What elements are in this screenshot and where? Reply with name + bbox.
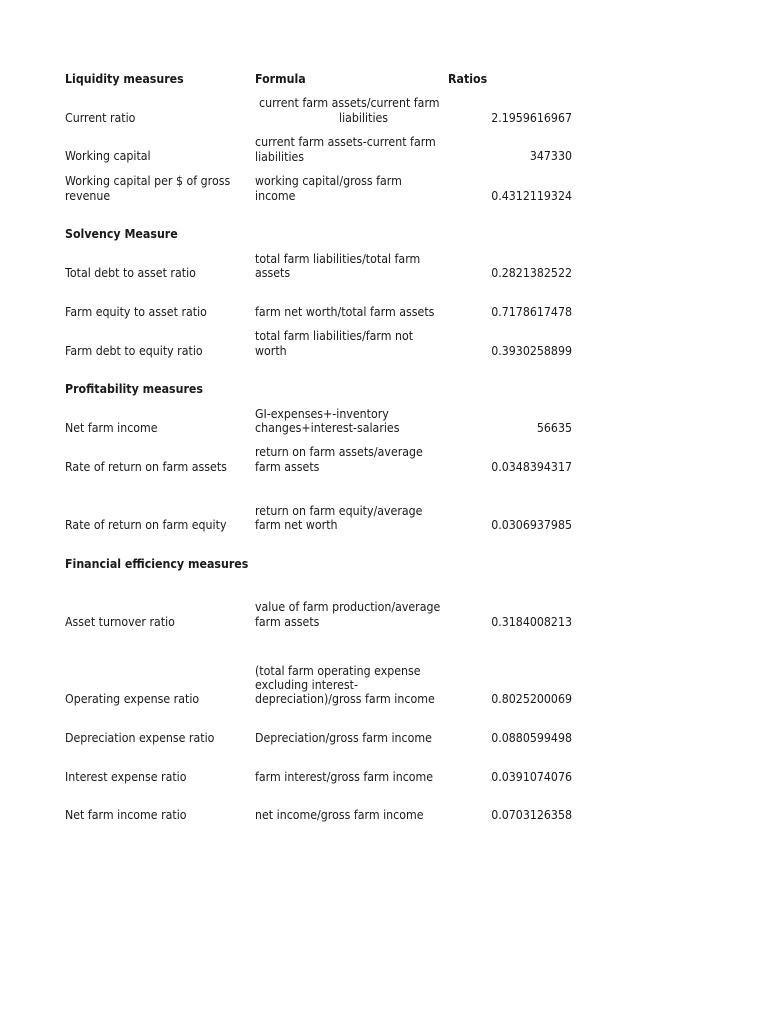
row-value-net-farm-income: 56635 <box>536 421 572 435</box>
row-value-farm-equity-to-asset: 0.7178617478 <box>491 305 572 319</box>
row-formula-farm-equity-to-asset: farm net worth/total farm assets <box>255 305 435 319</box>
row-value-current-ratio: 2.1959616967 <box>491 111 572 125</box>
section-solvency-measure: Solvency Measure <box>65 227 178 241</box>
row-formula-asset-turnover-ratio-line2: farm assets <box>255 615 320 629</box>
row-formula-current-ratio-line1: current farm assets/current farm <box>259 96 440 110</box>
header-ratios: Ratios <box>448 72 488 86</box>
row-value-rate-of-return-on-farm-assets: 0.0348394317 <box>491 460 572 474</box>
row-value-net-farm-income-ratio: 0.0703126358 <box>491 808 572 822</box>
row-label-net-farm-income: Net farm income <box>65 421 158 435</box>
row-label-net-farm-income-ratio: Net farm income ratio <box>65 808 187 822</box>
row-formula-depreciation-expense-ratio: Depreciation/gross farm income <box>255 731 432 745</box>
row-label-rate-of-return-on-farm-equity: Rate of return on farm equity <box>65 518 227 532</box>
row-value-operating-expense-ratio: 0.8025200069 <box>491 692 572 706</box>
row-label-depreciation-expense-ratio: Depreciation expense ratio <box>65 731 215 745</box>
row-formula-total-debt-to-asset-line1: total farm liabilities/total farm <box>255 252 421 266</box>
row-formula-net-farm-income-ratio: net income/gross farm income <box>255 808 424 822</box>
row-label-interest-expense-ratio: Interest expense ratio <box>65 770 187 784</box>
row-formula-rate-of-return-on-farm-assets-line2: farm assets <box>255 460 320 474</box>
row-formula-farm-debt-to-equity-line1: total farm liabilities/farm not <box>255 329 414 343</box>
row-label-asset-turnover-ratio: Asset turnover ratio <box>65 615 175 629</box>
row-formula-working-capital-line2: liabilities <box>255 150 305 164</box>
row-formula-rate-of-return-on-farm-equity-line1: return on farm equity/average <box>255 504 423 518</box>
row-formula-rate-of-return-on-farm-assets-line1: return on farm assets/average <box>255 445 423 459</box>
row-value-working-capital-per-dollar: 0.4312119324 <box>491 189 572 203</box>
row-value-asset-turnover-ratio: 0.3184008213 <box>491 615 572 629</box>
row-formula-operating-expense-ratio-line1: (total farm operating expense <box>255 664 421 678</box>
row-value-working-capital: 347330 <box>529 149 572 163</box>
row-label-current-ratio: Current ratio <box>65 111 136 125</box>
section-financial-efficiency-measures: Financial efficiency measures <box>65 557 249 571</box>
row-formula-total-debt-to-asset-line2: assets <box>255 266 291 280</box>
row-value-rate-of-return-on-farm-equity: 0.0306937985 <box>491 518 572 532</box>
row-label-working-capital-per-dollar-line2: revenue <box>65 189 111 203</box>
row-formula-farm-debt-to-equity-line2: worth <box>255 344 287 358</box>
row-formula-current-ratio-line2: liabilities <box>339 111 389 125</box>
row-formula-net-farm-income-line2: changes+interest-salaries <box>255 421 400 435</box>
row-label-operating-expense-ratio: Operating expense ratio <box>65 692 200 706</box>
header-formula: Formula <box>255 72 306 86</box>
row-label-working-capital: Working capital <box>65 149 151 163</box>
row-label-rate-of-return-on-farm-assets: Rate of return on farm assets <box>65 460 227 474</box>
row-formula-net-farm-income-line1: GI-expenses+-inventory <box>255 407 389 421</box>
header-liquidity-measures: Liquidity measures <box>65 72 184 86</box>
section-profitability-measures: Profitability measures <box>65 382 203 396</box>
row-value-farm-debt-to-equity: 0.3930258899 <box>491 344 572 358</box>
row-value-total-debt-to-asset: 0.2821382522 <box>491 266 572 280</box>
row-value-interest-expense-ratio: 0.0391074076 <box>491 770 572 784</box>
row-label-total-debt-to-asset: Total debt to asset ratio <box>65 266 196 280</box>
row-formula-interest-expense-ratio: farm interest/gross farm income <box>255 770 434 784</box>
row-value-depreciation-expense-ratio: 0.0880599498 <box>491 731 572 745</box>
row-formula-asset-turnover-ratio-line1: value of farm production/average <box>255 600 441 614</box>
row-formula-operating-expense-ratio-line2: excluding interest- <box>255 678 359 692</box>
row-label-working-capital-per-dollar-line1: Working capital per $ of gross <box>65 174 231 188</box>
row-formula-rate-of-return-on-farm-equity-line2: farm net worth <box>255 518 338 532</box>
row-formula-operating-expense-ratio-line3: depreciation)/gross farm income <box>255 692 435 706</box>
row-label-farm-equity-to-asset: Farm equity to asset ratio <box>65 305 207 319</box>
row-label-farm-debt-to-equity: Farm debt to equity ratio <box>65 344 203 358</box>
row-formula-working-capital-line1: current farm assets-current farm <box>255 135 436 149</box>
row-formula-working-capital-per-dollar-line1: working capital/gross farm <box>255 174 402 188</box>
row-formula-working-capital-per-dollar-line2: income <box>255 189 296 203</box>
